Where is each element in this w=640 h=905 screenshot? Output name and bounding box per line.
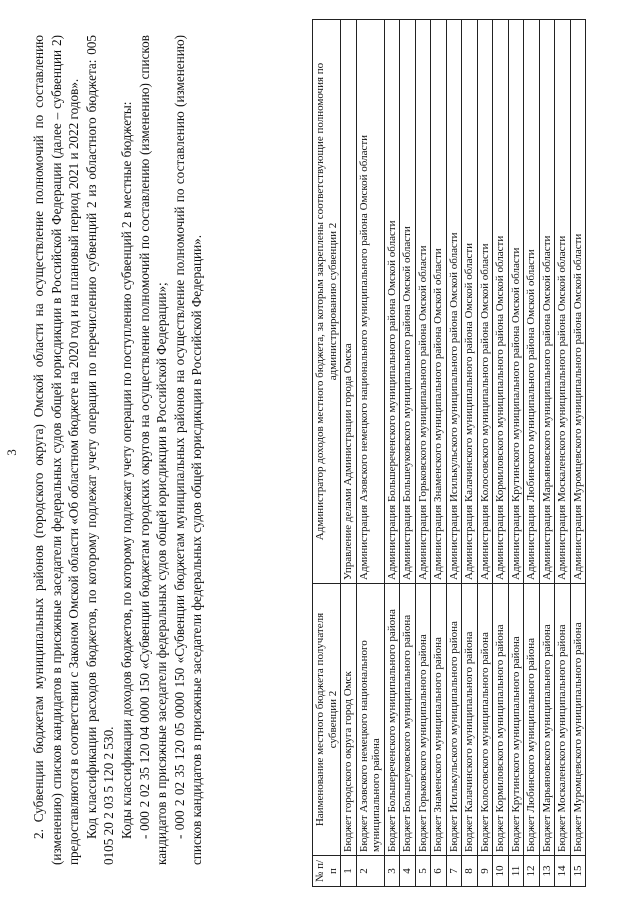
row-number: 9 — [477, 856, 493, 887]
row-number: 11 — [508, 856, 524, 887]
row-number: 13 — [539, 856, 555, 887]
budget-name: Бюджет городского округа город Омск — [341, 584, 357, 856]
table-row — [524, 20, 540, 887]
paragraph: 2. Субвенции бюджетам муниципальных районов (городского округа) Омской области на осуществление полномочий по составлению (изменению) списков кандидатов в присяжные заседатели федеральных судов общей юрисдикции в Российской Федерации (далее – субвенции 2) предоставляются в соответствии с Законом Омской области «Об областном бюджете на 2020 год и на плановый период 2021 и 2022 годов». — [31, 35, 82, 865]
administrator-name: Администрация Кормиловского муниципального района Омской области — [493, 20, 509, 584]
administrator-name: Администрация Крутинского муниципального района Омской области — [508, 20, 524, 584]
budget-name: Бюджет Исилькульского муниципального района — [446, 584, 462, 856]
budget-name: Бюджет Большереченского муниципального района — [384, 584, 400, 856]
table-row — [493, 20, 509, 887]
table-row — [341, 20, 357, 887]
administrator-name: Администрация Азовского немецкого национального муниципального района Омской области — [356, 20, 384, 584]
column-header-number: № п/п — [313, 856, 341, 887]
table-row — [384, 20, 400, 887]
table-row — [539, 20, 555, 887]
administrator-name: Управление делами Администрации города Омска — [341, 20, 357, 584]
table-row — [570, 20, 586, 887]
body-text — [30, 35, 206, 865]
budget-name: Бюджет Любинского муниципального района — [524, 584, 540, 856]
table-row — [415, 20, 431, 887]
row-number: 5 — [415, 856, 431, 887]
budget-name: Бюджет Калачинского муниципального района — [462, 584, 478, 856]
page-number: 3 — [4, 449, 19, 456]
administrator-name: Администрация Калачинского муниципального района Омской области — [462, 20, 478, 584]
budget-name: Бюджет Колосовского муниципального района — [477, 584, 493, 856]
administrator-name: Администрация Горьковского муниципального района Омской области — [415, 20, 431, 584]
table-row — [555, 20, 571, 887]
budget-name: Бюджет Крутинского муниципального района — [508, 584, 524, 856]
row-number: 12 — [524, 856, 540, 887]
row-number: 6 — [431, 856, 447, 887]
table-row — [508, 20, 524, 887]
budget-name: Бюджет Кормиловского муниципального района — [493, 584, 509, 856]
row-number: 8 — [462, 856, 478, 887]
row-number: 2 — [356, 856, 384, 887]
administrator-name: Администрация Любинского муниципального района Омской области — [524, 20, 540, 584]
budget-name: Бюджет Москаленского муниципального района — [555, 584, 571, 856]
budget-name: Бюджет Горьковского муниципального района — [415, 584, 431, 856]
budget-name: Бюджет Муромцевского муниципального района — [570, 584, 586, 856]
recipients-table — [312, 19, 586, 887]
table-header-row — [313, 20, 341, 887]
administrator-name: Администрация Исилькульского муниципального района Омской области — [446, 20, 462, 584]
administrator-name: Администрация Москаленского муниципального района Омской области — [555, 20, 571, 584]
budget-name: Бюджет Марьяновского муниципального района — [539, 584, 555, 856]
administrator-name: Администрация Марьяновского муниципального района Омской области — [539, 20, 555, 584]
paragraph: - 000 2 02 35 120 04 0000 150 «Субвенции бюджетам городских округов на осуществление полномочий по составлению (изменению) списков кандидатов в присяжные заседатели федеральных судов общей юрисдикции в Российской Федерации»; — [136, 35, 170, 865]
row-number: 4 — [400, 856, 416, 887]
row-number: 15 — [570, 856, 586, 887]
table-row — [356, 20, 384, 887]
administrator-name: Администрация Большеуковского муниципального района Омской области — [400, 20, 416, 584]
administrator-name: Администрация Знаменского муниципального района Омской области — [431, 20, 447, 584]
budget-name: Бюджет Знаменского муниципального района — [431, 584, 447, 856]
table-row — [400, 20, 416, 887]
administrator-name: Администрация Муромцевского муниципального района Омской области — [570, 20, 586, 584]
row-number: 10 — [493, 856, 509, 887]
paragraph: - 000 2 02 35 120 05 0000 150 «Субвенции бюджетам муниципальных районов на осуществление полномочий по составлению (изменению) списков кандидатов в присяжные заседатели федеральных судов общей юрисдикции в Российской Федерации». — [171, 35, 205, 865]
row-number: 3 — [384, 856, 400, 887]
column-header-budget: Наименование местного бюджета получателя субвенции 2 — [313, 584, 341, 856]
paragraph: Код классификации расходов бюджетов, по которому подлежат учету операции по перечислению субвенций 2 из областного бюджета: 005 0105 20 2 03 5 120 2 530. — [83, 35, 117, 865]
table-row — [446, 20, 462, 887]
budget-name: Бюджет Азовского немецкого национального муниципального района — [356, 584, 384, 856]
budget-name: Бюджет Большеуковского муниципального района — [400, 584, 416, 856]
row-number: 1 — [341, 856, 357, 887]
column-header-administrator: Администратор доходов местного бюджета, за которым закреплены соответствующие полномочия по администрированию субвенции 2 — [313, 20, 341, 584]
administrator-name: Администрация Большереченского муниципального района Омской области — [384, 20, 400, 584]
table-row — [431, 20, 447, 887]
table-body — [341, 20, 586, 887]
row-number: 7 — [446, 856, 462, 887]
administrator-name: Администрация Колосовского муниципального района Омской области — [477, 20, 493, 584]
paragraph: Коды классификации доходов бюджетов, по которому подлежат учету операции по поступлению субвенций 2 в местные бюджеты: — [118, 101, 134, 839]
table-row — [477, 20, 493, 887]
row-number: 14 — [555, 856, 571, 887]
table-row — [462, 20, 478, 887]
